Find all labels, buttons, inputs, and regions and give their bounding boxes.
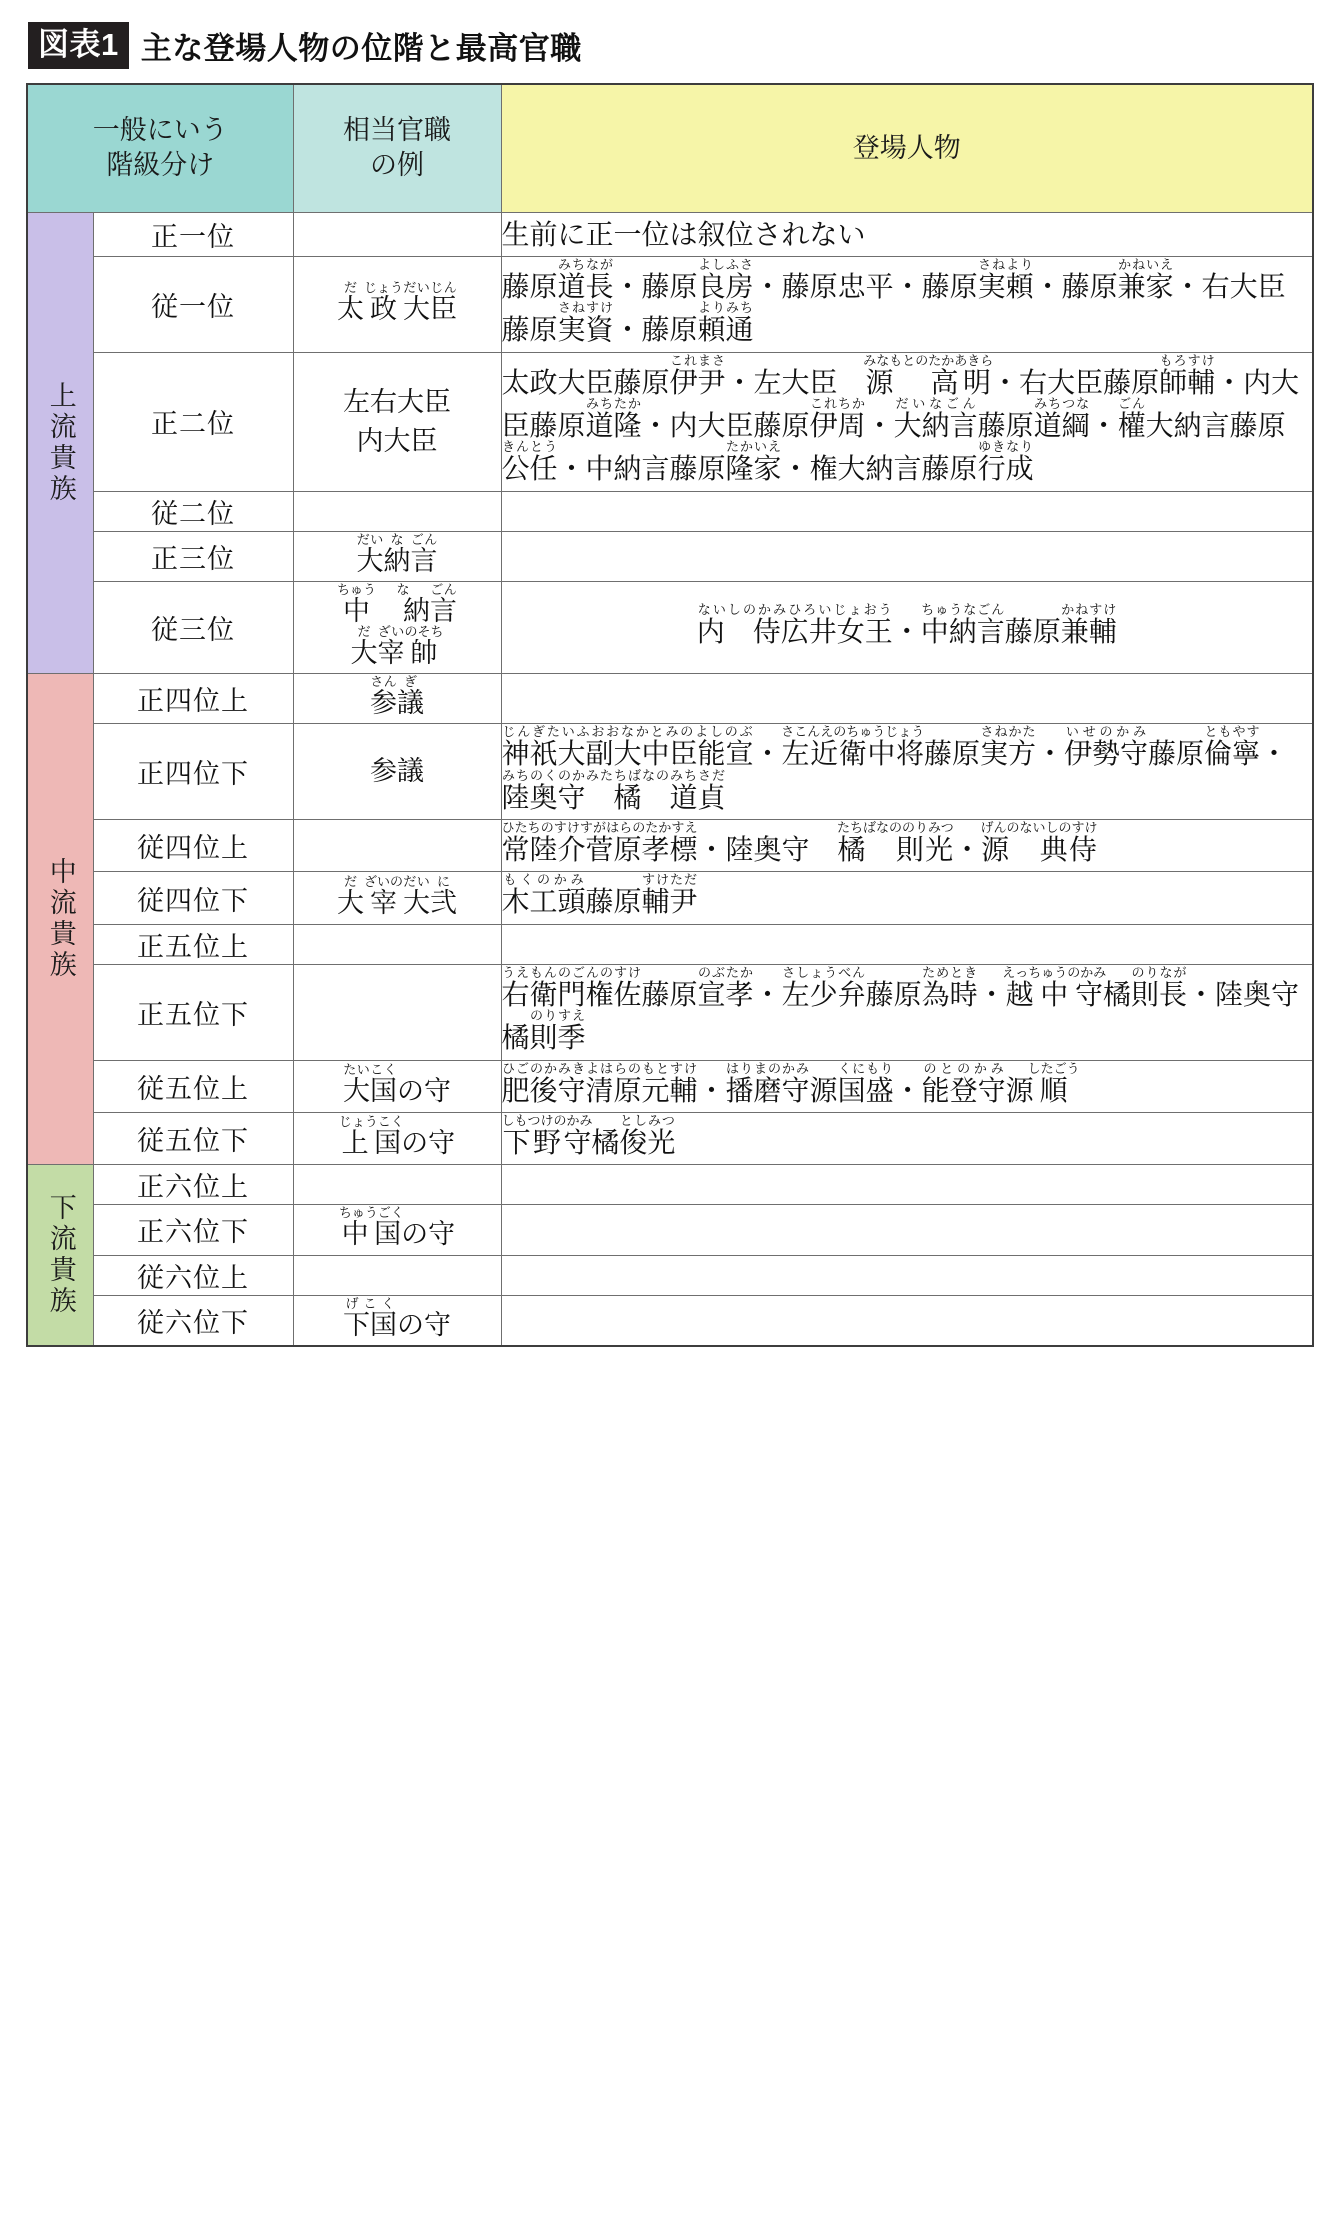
rank-cell: 正五位上 (93, 924, 293, 964)
header-people: 登場人物 (501, 84, 1313, 212)
rank-cell: 正三位 (93, 531, 293, 581)
group-label-middle: 中流貴族 (27, 674, 93, 1165)
table-row (27, 1205, 1313, 1255)
rank-cell: 正六位上 (93, 1165, 293, 1205)
rank-cell: 正五位下 (93, 964, 293, 1060)
people-cell: 右衛門権佐うえもんのごんのすけ藤原宣孝のぶたか・左少弁さしょうべん藤原為時ためとき・越中守えっちゅうのかみ橘則長のりなが・陸奥守橘則季のりすえ (501, 964, 1313, 1060)
group-label-upper: 上流貴族 (27, 212, 93, 674)
office-cell (293, 820, 501, 872)
table-row (27, 924, 1313, 964)
table-row (27, 491, 1313, 531)
people-cell: 太政大臣藤原伊尹これまさ・左大臣 源 高明みなもとのたかあきら・右大臣藤原師輔もろすけ・内大臣藤原道隆みちたか・内大臣藤原伊周これちか・大納言だいなごん藤原道綱みちつな・權ごん大納言藤原公任きんとう・中納言藤原隆家たかいえ・権大納言藤原行成ゆきなり (501, 352, 1313, 491)
office-cell (293, 1255, 501, 1295)
rank-cell: 正四位上 (93, 674, 293, 724)
table-row (27, 1165, 1313, 1205)
people-cell (501, 1165, 1313, 1205)
table-row (27, 581, 1313, 673)
people-cell (501, 531, 1313, 581)
office-cell: 左右大臣 内大臣 (293, 352, 501, 491)
office-cell (293, 212, 501, 256)
people-cell (501, 674, 1313, 724)
rank-cell: 従四位上 (93, 820, 293, 872)
table-row (27, 964, 1313, 1060)
table-row (27, 1255, 1313, 1295)
rank-cell: 従三位 (93, 581, 293, 673)
header-office-example: 相当官職 の例 (293, 84, 501, 212)
rank-cell: 従五位上 (93, 1060, 293, 1112)
table-row (27, 724, 1313, 820)
people-cell (501, 1205, 1313, 1255)
office-cell: 大国たいこくの守 (293, 1060, 501, 1112)
table-row (27, 820, 1313, 872)
people-cell: 肥後守清原元輔ひごのかみきよはらのもとすけ・播磨守はりまのかみ源国盛くにもり・能登守のとのかみ源順したごう (501, 1060, 1313, 1112)
page-title (28, 22, 1314, 69)
rank-cell: 従六位下 (93, 1295, 293, 1346)
table-row (27, 1113, 1313, 1165)
table-row (27, 1295, 1313, 1346)
table-row (27, 1060, 1313, 1112)
people-cell (501, 1255, 1313, 1295)
group-label-lower: 下流貴族 (27, 1165, 93, 1346)
people-cell: 藤原道長みちなが・藤原良房よしふさ・藤原忠平・藤原実頼さねより・藤原兼家かねいえ・右大臣藤原実資さねすけ・藤原頼通よりみち (501, 256, 1313, 352)
table-row (27, 674, 1313, 724)
rank-cell: 正六位下 (93, 1205, 293, 1255)
figure-badge: 図表1 (28, 22, 129, 69)
rank-cell: 正二位 (93, 352, 293, 491)
table-header-row (27, 84, 1313, 212)
office-cell: 太だ政じょう大だい臣じん (293, 256, 501, 352)
people-cell: 下野守しもつけのかみ橘俊光としみつ (501, 1113, 1313, 1165)
office-cell: 上国じょうこくの守 (293, 1113, 501, 1165)
table-row (27, 352, 1313, 491)
rank-office-table (26, 83, 1314, 1347)
figure-title-text: 主な登場人物の位階と最高官職 (140, 31, 582, 66)
office-cell (293, 924, 501, 964)
people-cell (501, 1295, 1313, 1346)
people-cell: 神祇大副大中臣能宣じんぎたいふおおなかとみのよしのぶ・左近衛中将さこんえのちゅうじょう藤原実方さねかた・伊勢守いせのかみ藤原倫寧ともやす・陸奥守 橘 道貞みちのくのかみたちばなのみちさだ (501, 724, 1313, 820)
table-row (27, 212, 1313, 256)
office-cell: 大だ宰ざいの大だい弐に (293, 872, 501, 924)
table-row (27, 256, 1313, 352)
rank-cell: 従五位下 (93, 1113, 293, 1165)
rank-cell: 正一位 (93, 212, 293, 256)
rank-cell: 従四位下 (93, 872, 293, 924)
header-class-division: 一般にいう 階級分け (27, 84, 293, 212)
office-cell: 中国ちゅうごくの守 (293, 1205, 501, 1255)
people-cell: 常陸介菅原孝標ひたちのすけすがはらのたかすえ・陸奥守 橘 則光たちばなののりみつ・源 典侍げんのないしのすけ (501, 820, 1313, 872)
rank-cell: 従二位 (93, 491, 293, 531)
office-cell: 中ちゅう 納な言ごん 大だ宰ざい帥のそち (293, 581, 501, 673)
office-cell: 参議 (293, 724, 501, 820)
people-cell (501, 491, 1313, 531)
people-cell (501, 924, 1313, 964)
people-cell: 内 侍広井女王ないしのかみひろいじょおう・中納言ちゅうなごん藤原兼輔かねすけ (501, 581, 1313, 673)
table-row (27, 872, 1313, 924)
people-cell: 生前に正一位は叙位されない (501, 212, 1313, 256)
office-cell: 大だい納な言ごん (293, 531, 501, 581)
office-cell (293, 491, 501, 531)
table-row (27, 531, 1313, 581)
office-cell: 下国げこくの守 (293, 1295, 501, 1346)
rank-cell: 従六位上 (93, 1255, 293, 1295)
office-cell (293, 1165, 501, 1205)
office-cell: 参さん議ぎ (293, 674, 501, 724)
people-cell: 木工頭もくのかみ藤原輔尹すけただ (501, 872, 1313, 924)
rank-cell: 従一位 (93, 256, 293, 352)
rank-cell: 正四位下 (93, 724, 293, 820)
office-cell (293, 964, 501, 1060)
